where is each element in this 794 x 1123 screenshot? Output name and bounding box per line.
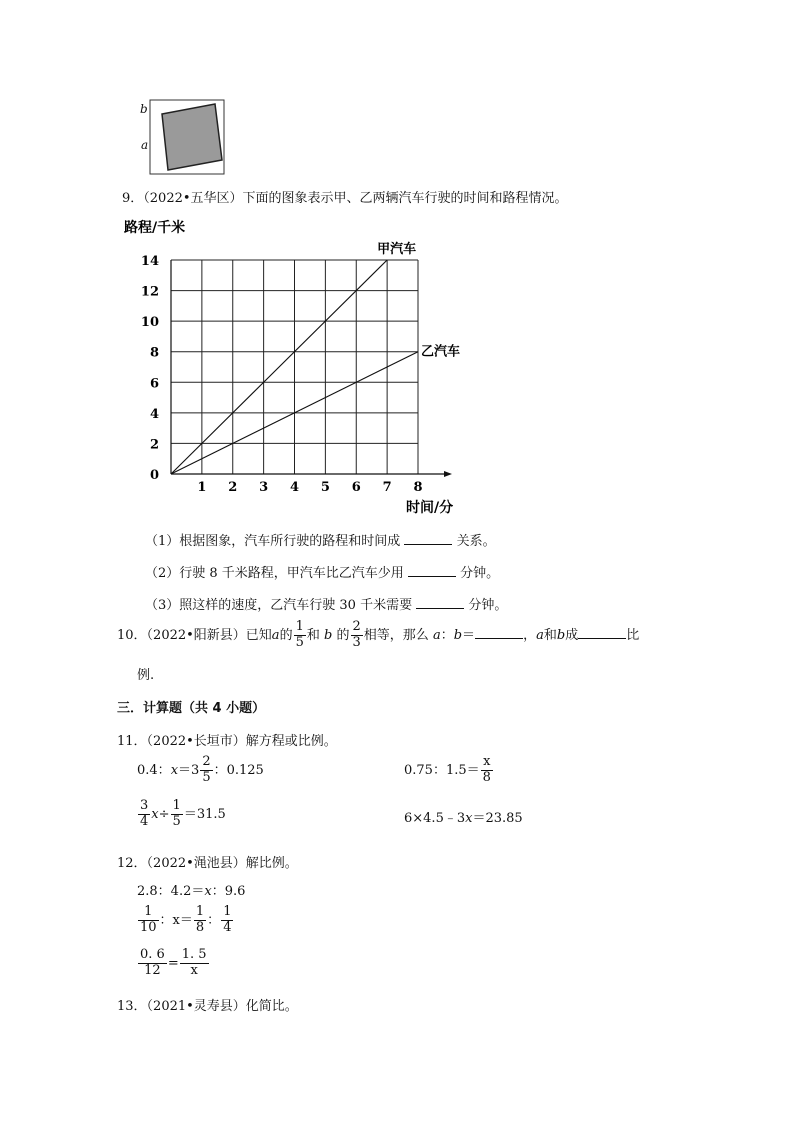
- eq-text: =: [167, 955, 179, 971]
- x-tick-label: 6: [351, 480, 361, 495]
- denominator: 5: [295, 634, 304, 650]
- q11-eq3: [137, 799, 226, 830]
- q9-sub1: [145, 530, 496, 549]
- eq-text: ：0.125: [213, 762, 264, 778]
- numerator: 3: [140, 798, 149, 813]
- x-tick-label: 7: [382, 480, 392, 495]
- fraction: [138, 905, 159, 936]
- section-title: 三．计算题（共 4 小题）: [117, 701, 266, 716]
- eq-text: ：9.6: [211, 884, 246, 899]
- q9-sub2-tail: 分钟。: [460, 566, 500, 581]
- denominator: 12: [144, 962, 161, 978]
- fraction: [138, 799, 150, 830]
- y-tick-label: 14: [140, 254, 159, 269]
- var-x: x: [151, 806, 159, 822]
- eq-text: ＝23.85: [472, 811, 523, 826]
- numerator: 1: [138, 905, 159, 921]
- chart: [120, 212, 480, 522]
- q9-sub2: [145, 562, 499, 581]
- fraction: [351, 620, 363, 651]
- answer-blank[interactable]: [408, 564, 456, 577]
- denominator: 8: [482, 769, 491, 785]
- q9-sub1-text: （1）根据图象，汽车所行驶的路程和时间成: [145, 534, 401, 549]
- answer-blank[interactable]: [475, 626, 523, 639]
- x-tick-label: 5: [320, 480, 330, 495]
- fraction: [200, 755, 212, 786]
- q11-eq4: [404, 807, 523, 826]
- fraction: [171, 799, 183, 830]
- q10-text: 的: [336, 627, 350, 643]
- fraction: [194, 905, 206, 936]
- denominator: 5: [202, 769, 211, 785]
- var-a: a: [271, 627, 280, 643]
- denominator: 5: [172, 813, 181, 829]
- q10-text: ，: [523, 627, 537, 643]
- fraction: [294, 620, 306, 651]
- fraction: [221, 905, 233, 936]
- q10-text: 成: [565, 627, 579, 643]
- fraction: [481, 755, 493, 786]
- x-tick-label: 1: [197, 480, 207, 495]
- denominator: 10: [140, 919, 157, 935]
- numerator: 1: [223, 904, 232, 919]
- square-figure-svg: [138, 98, 228, 178]
- x-tick-label: 3: [259, 480, 269, 495]
- y-axis-title: 路程/千米: [124, 220, 186, 236]
- eq-text: ：x＝: [159, 912, 193, 928]
- numerator: 2: [202, 754, 211, 769]
- fraction: [138, 948, 167, 979]
- square-figure: [138, 98, 228, 178]
- q9-stem: 9．（2022•五华区）下面的图象表示甲、乙两辆汽车行驶的时间和路程情况。: [122, 191, 568, 206]
- y-tick-label: 10: [140, 315, 159, 331]
- numerator: 1: [195, 904, 205, 919]
- label-b: b: [140, 102, 148, 116]
- y-tick-label: 2: [149, 437, 159, 453]
- q9-sub3-tail: 分钟。: [468, 598, 508, 613]
- eq-text: 0.4：: [137, 762, 171, 778]
- q11-eq1: [137, 755, 264, 786]
- y-tick-label: 12: [140, 284, 159, 300]
- fraction: [180, 948, 209, 979]
- q11-eq2: [404, 755, 494, 786]
- denominator: 4: [223, 919, 232, 935]
- q10-line2: 例.: [137, 668, 155, 683]
- x-axis-arrow: [444, 471, 452, 477]
- x-tick-label: 8: [413, 480, 423, 495]
- eq-text: ：: [207, 912, 221, 928]
- eq-text: ÷: [158, 806, 170, 822]
- q11-stem: 11．（2022•长垣市）解方程或比例。: [117, 734, 337, 749]
- q10-line1: [117, 620, 639, 651]
- var-b: b: [453, 627, 463, 643]
- q10-text: 比: [626, 627, 640, 643]
- denominator: 8: [195, 919, 205, 935]
- q12-eq1: [137, 880, 245, 899]
- q13-stem: 13．（2021•灵寿县）化简比。: [117, 999, 298, 1014]
- q10-text: 和: [543, 627, 557, 643]
- q12-stem: 12．（2022•渑池县）解比例。: [117, 856, 298, 871]
- q10-text: 相等，那么: [363, 627, 429, 643]
- x-axis-title: 时间/分: [406, 500, 454, 516]
- numerator: x: [481, 755, 493, 771]
- numerator: 0. 6: [140, 947, 165, 962]
- q10-text: ：: [440, 627, 454, 643]
- eq-text: 2.8：4.2＝: [137, 884, 205, 899]
- answer-blank[interactable]: [416, 596, 464, 609]
- var-x: x: [204, 884, 212, 899]
- label-a: a: [141, 138, 149, 152]
- q10-text: 的: [279, 627, 293, 643]
- answer-blank[interactable]: [404, 532, 452, 545]
- series-label: 甲汽车: [377, 242, 417, 257]
- q10-text: 和: [306, 627, 320, 643]
- eq-text: 0.75：1.5＝: [404, 762, 480, 778]
- series-line: [171, 260, 387, 474]
- q10-stem: 10．（2022•阳新县）已知: [117, 627, 272, 643]
- denominator: 4: [140, 813, 149, 829]
- q9-sub1-tail: 关系。: [456, 534, 496, 549]
- var-a: a: [432, 627, 441, 643]
- q10-text: ＝: [462, 627, 476, 643]
- x-tick-label: 4: [289, 480, 300, 495]
- q9-sub3: [145, 594, 507, 613]
- y-tick-label: 4: [149, 406, 159, 422]
- x-tick-label: 2: [228, 480, 238, 495]
- eq-text: ＝3: [178, 762, 200, 778]
- q9-sub2-text: （2）行驶 8 千米路程，甲汽车比乙汽车少用: [145, 566, 404, 581]
- var-a: a: [536, 627, 544, 643]
- var-b: b: [324, 627, 333, 643]
- series-label: 乙汽车: [421, 344, 461, 360]
- var-x: x: [465, 811, 473, 826]
- eq-text: 6×4.5﹣3: [404, 811, 466, 826]
- y-tick-label: 6: [149, 376, 159, 392]
- y-tick-label: 0: [149, 468, 159, 483]
- var-x: x: [170, 762, 179, 778]
- q12-eq2: [137, 905, 234, 936]
- answer-blank[interactable]: [578, 626, 626, 639]
- numerator: 1: [172, 798, 181, 813]
- numerator: 2: [352, 619, 361, 634]
- y-tick-label: 8: [149, 345, 159, 361]
- denominator: 3: [352, 634, 361, 650]
- eq-text: ＝31.5: [183, 806, 226, 822]
- line-chart: [120, 212, 480, 522]
- q9-sub3-text: （3）照这样的速度，乙汽车行驶 30 千米需要: [145, 598, 413, 613]
- numerator: 1: [295, 619, 304, 634]
- q12-eq3: [137, 948, 210, 979]
- var-b: b: [556, 627, 566, 643]
- numerator: 1. 5: [181, 947, 207, 962]
- denominator: x: [190, 962, 198, 978]
